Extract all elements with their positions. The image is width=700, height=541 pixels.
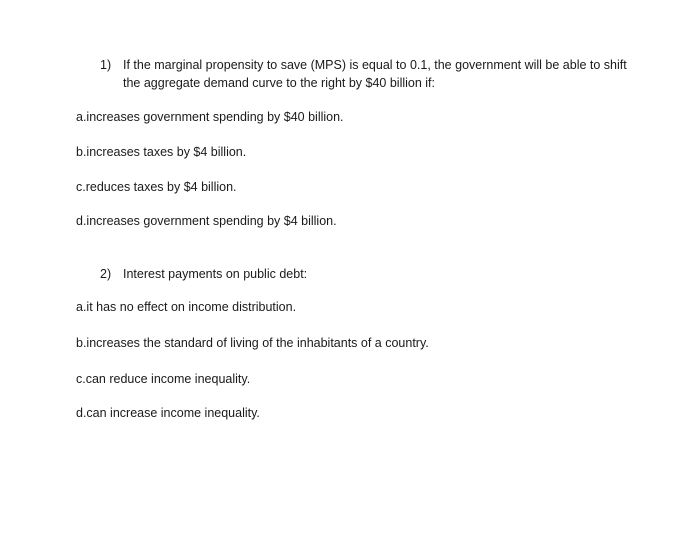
answer-option-b: b.increases the standard of living of the inhabitants of a country. [76,336,429,350]
question-text: If the marginal propensity to save (MPS) is equal to 0.1, the government will be able to shift the aggregate demand curve to the right by $40 billion if: [123,58,627,90]
answer-option-d: d.can increase income inequality. [76,406,260,420]
question-number: 2) [100,267,112,281]
question-1 [100,56,645,92]
answer-option-c: c.reduces taxes by $4 billion. [76,180,237,194]
answer-option-c: c.can reduce income inequality. [76,372,251,386]
answer-option-d: d.increases government spending by $4 billion. [76,214,337,228]
question-2 [100,265,645,283]
question-text: Interest payments on public debt: [123,267,308,281]
answer-option-b: b.increases taxes by $4 billion. [76,145,247,159]
answer-option-a: a.it has no effect on income distribution. [76,300,297,314]
answer-option-a: a.increases government spending by $40 billion. [76,110,344,124]
question-number: 1) [100,58,112,72]
